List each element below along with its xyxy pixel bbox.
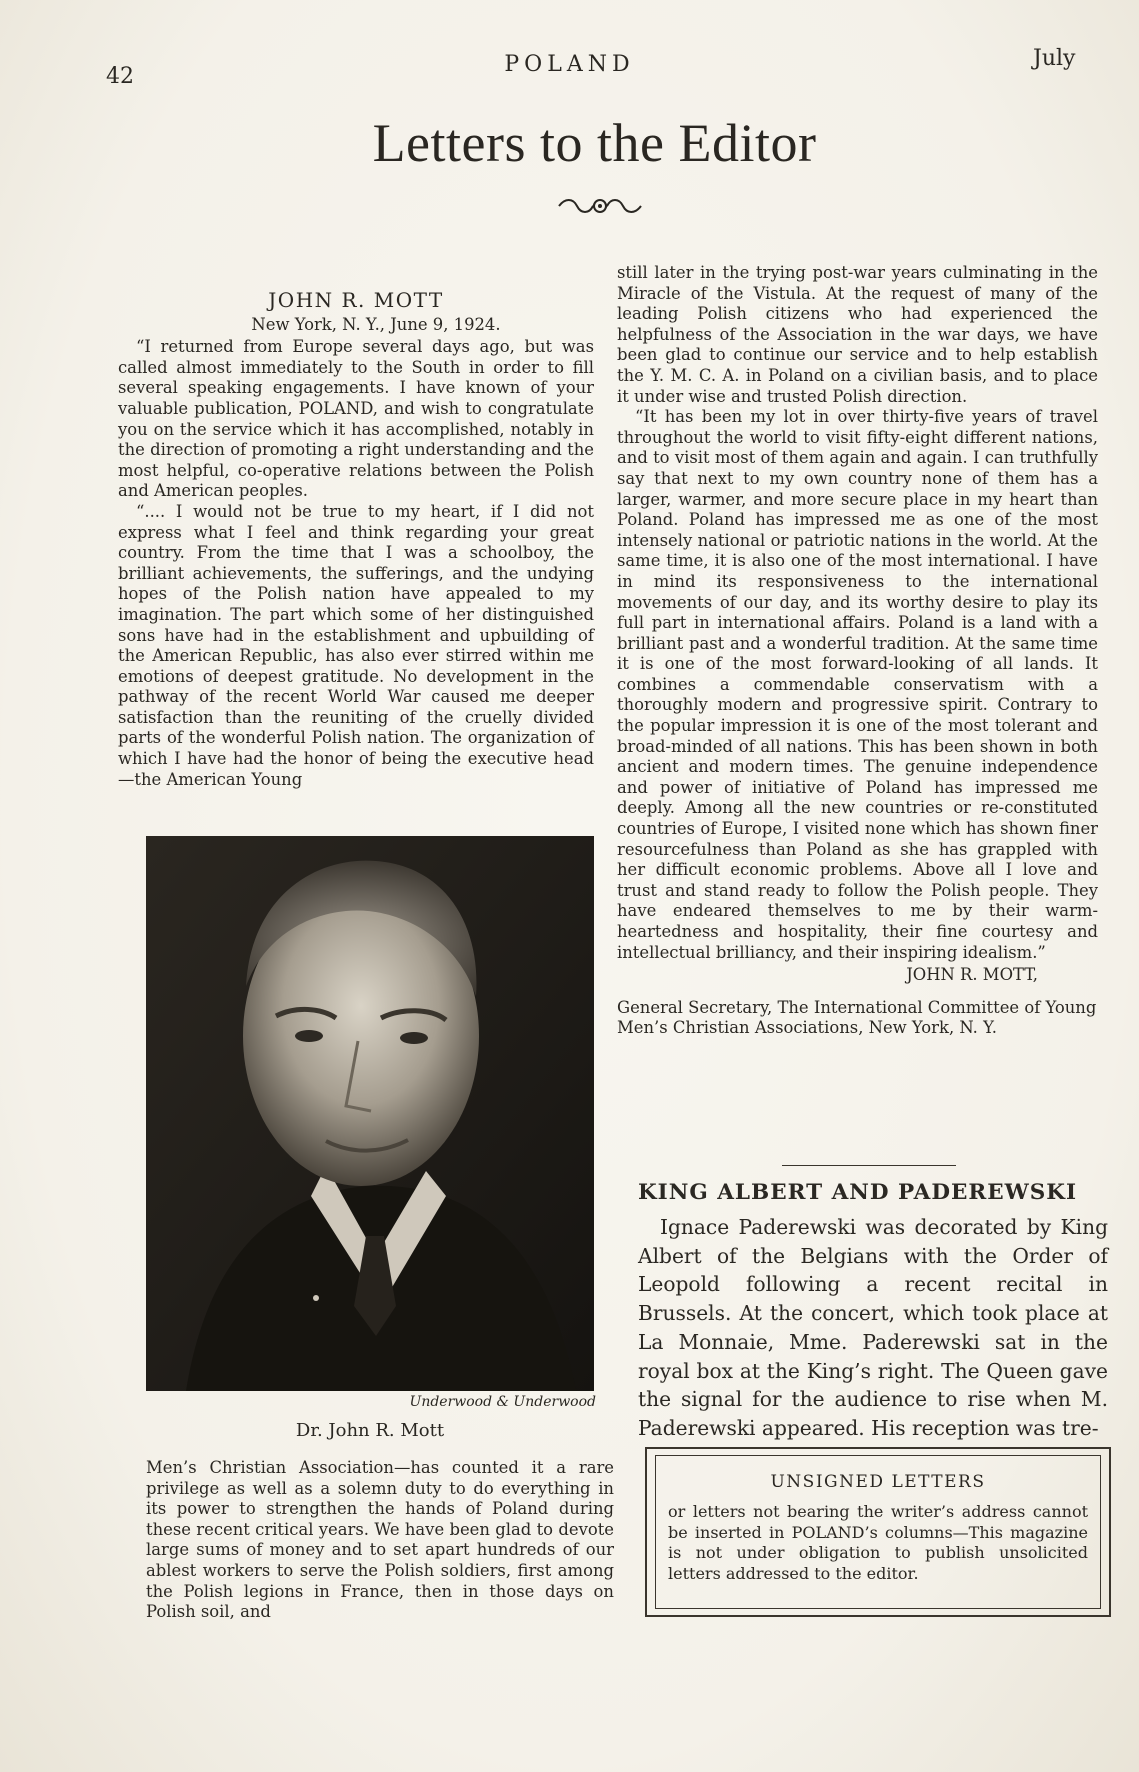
mott-letter-paragraph: still later in the trying post-war years culminating in the Miracle of the Vistula. At the request of many of the leading Polish citizens who had experienced the helpfulness of the Association in the war days, we have been glad to continue our service and to help establish the Y. M. C. A. in Poland on a civilian basis, and to place it under wise and trusted Polish direction.	[617, 263, 1098, 406]
page-title: Letters to the Editor	[372, 113, 817, 173]
king-article-body	[638, 1213, 1108, 1443]
mott-signature: JOHN R. MOTT,	[906, 965, 1038, 985]
mott-letter-dateline: New York, N. Y., June 9, 1924.	[251, 314, 501, 334]
page-number: 42	[106, 64, 134, 89]
portrait-image	[146, 836, 594, 1391]
mott-letter-heading: JOHN R. MOTT	[268, 288, 444, 312]
mott-letter-continuation	[146, 1458, 614, 1623]
ornament-icon	[555, 195, 645, 217]
section-divider	[782, 1165, 956, 1166]
mott-letter-paragraph: “I returned from Europe several days ago, but was called almost immediately to the South in order to fill several speaking engagements. I have known of your valuable publication, POLAND, and wish to congratulate you on the service which it has accomplished, notably in the direction of promoting a right understanding and the most helpful, co-operative relations between the Polish and American peoples.	[118, 337, 594, 501]
mott-letter-paragraph: “It has been my lot in over thirty-five years of travel throughout the world to visit fifty-eight different nations, and to visit most of them again and again. I can truthfully say that next to my own country none of them has a larger, warmer, and more secure place in my heart than Poland. Poland has impressed me as one of the most intensely national or patriotic nations in the world. At the same time, it is also one of the most international. I have in mind its responsiveness to the international movements of our day, and its worthy desire to play its full part in international affairs. Poland is a land with a brilliant past and a wonderful tradition. At the same time it is one of the most forward-looking of all lands. It combines a commendable conservatism with a thoroughly modern and progressive spirit. Contrary to the popular impression it is one of the most tolerant and broad-minded of all nations. This has been shown in both ancient and modern times. The genuine independence and power of initiative of Poland has impressed me deeply. Among all the new countries or re-constituted countries of Europe, I visited none which has shown finer resourcefulness than Poland as she has grappled with her difficult economic problems. Above all I love and trust and stand ready to follow the Polish people. They have endeared themselves to me by their warm-heartedness and hospitality, their fine courtesy and intellectual brilliancy, and their inspiring idealism.”	[617, 407, 1098, 962]
portrait-photo	[146, 836, 594, 1391]
photo-caption: Dr. John R. Mott	[295, 1420, 445, 1441]
notice-title: UNSIGNED LETTERS	[770, 1472, 986, 1492]
mott-signature-role: General Secretary, The International Committee of Young Men’s Christian Associations, New York, N. Y.	[617, 997, 1097, 1038]
mott-letter-left-column	[118, 290, 594, 790]
photo-credit: Underwood & Underwood	[409, 1394, 596, 1410]
publication-title: POLAND	[504, 52, 635, 77]
king-article-paragraph: Ignace Paderewski was decorated by King Albert of the Belgians with the Order of Leopold following a recent recital in Brussels. At the concert, which took place at La Monnaie, Mme. Paderewski sat in the royal box at the King’s right. The Queen gave the signal for the audience to rise when M. Paderewski appeared. His reception was tre-	[638, 1215, 1108, 1440]
issue-month: July	[1033, 46, 1076, 71]
mott-letter-right-column	[617, 263, 1098, 1039]
king-article-heading: KING ALBERT AND PADEREWSKI	[638, 1180, 1078, 1205]
notice-body: or letters not bearing the writer’s address cannot be inserted in POLAND’s columns—This magazine is not under obligation to publish unsolicited letters addressed to the editor.	[668, 1502, 1088, 1583]
unsigned-letters-notice	[645, 1447, 1111, 1617]
notice-inner-frame	[655, 1455, 1101, 1609]
mott-letter-paragraph: Men’s Christian Association—has counted it a rare privilege as well as a solemn duty to do everything in its power to strengthen the hands of Poland during these recent critical years. We have been glad to devote large sums of money and to set apart hundreds of our ablest workers to serve the Polish soldiers, first among the Polish legions in France, then in those days on Polish soil, and	[146, 1458, 614, 1622]
mott-letter-paragraph: “.... I would not be true to my heart, if I did not express what I feel and think regarding your great country. From the time that I was a schoolboy, the brilliant achievements, the sufferings, and the undying hopes of the Polish nation have appealed to my imagination. The part which some of her distinguished sons have had in the establishment and upbuilding of the American Republic, has also ever stirred within me emotions of deepest gratitude. No development in the pathway of the recent World War caused me deeper satisfaction than the reuniting of the cruelly divided parts of the wonderful Polish nation. The organization of which I have had the honor of being the executive head—the American Young	[118, 501, 594, 789]
